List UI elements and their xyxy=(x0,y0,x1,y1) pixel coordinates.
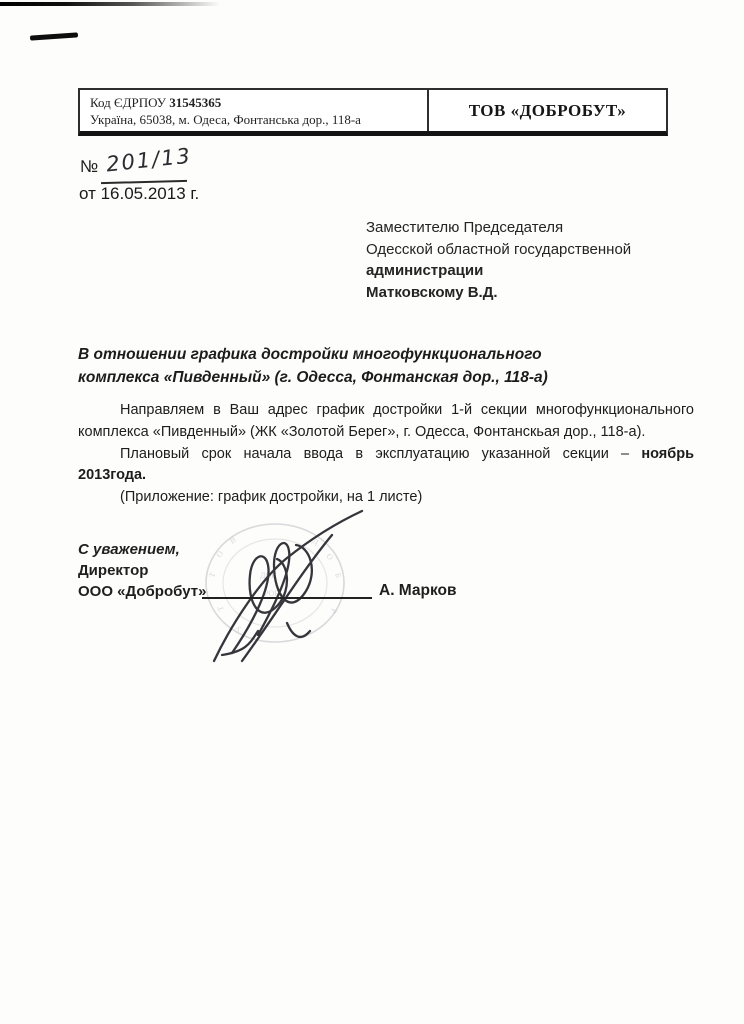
scan-artifact-dash-mark xyxy=(30,32,78,40)
signature-company: ООО «Добробут» xyxy=(78,583,207,600)
svg-text:О: О xyxy=(214,549,226,560)
signature-name: А. Марков xyxy=(379,582,457,599)
addressee-name: Матковскому В.Д. xyxy=(366,283,498,301)
addressee-line: администрации xyxy=(366,262,484,279)
svg-text:Б: Б xyxy=(333,571,344,579)
code-label: Код ЄДРПОУ xyxy=(90,95,166,110)
svg-text:Т: Т xyxy=(207,571,218,579)
addressee-line: Одесской областной государственной xyxy=(366,240,632,258)
signature-line xyxy=(202,597,372,599)
addressee-line: Заместителю Председателя xyxy=(366,219,564,236)
body-attachment-note: (Приложение: график достройки, на 1 листе) xyxy=(120,489,423,506)
subject-line: комплекса «Пивденный» (г. Одесса, Фонтанская дор., 118-а) xyxy=(78,369,548,386)
svg-text:Р: Р xyxy=(328,607,339,615)
signature-closing: С уважением, xyxy=(78,541,180,558)
body-emphasis: ноябрь xyxy=(641,445,694,462)
scan-artifact-top-line xyxy=(0,2,220,6)
letterhead-requisites xyxy=(80,90,427,131)
letterhead-address-line: Україна, 65038, м. Одеса, Фонтанська дор., 118-а xyxy=(90,112,361,127)
body-line xyxy=(78,444,694,466)
reference-date: от 16.05.2013 г. xyxy=(79,184,200,203)
letterhead-code-line xyxy=(90,94,419,111)
body-line: комплекса «Пивденный» (ЖК «Золотой Берег», г. Одесса, Фонтанскьая дор., 118-а). xyxy=(78,423,646,440)
body-emphasis-line: 2013года. xyxy=(78,467,147,484)
reference-number-sign: № xyxy=(80,157,99,176)
letterhead-company-name: ТОВ «ДОБРОБУТ» xyxy=(427,90,666,131)
handwritten-reference-number: 201/13 xyxy=(104,143,193,177)
subject-block xyxy=(78,343,548,389)
code-value: 31545365 xyxy=(169,95,222,110)
letterhead-table xyxy=(78,88,668,136)
svg-text:ДОБ: ДОБ xyxy=(260,571,276,580)
svg-text:РОБ: РОБ xyxy=(264,589,279,598)
svg-text:Т: Т xyxy=(215,604,226,613)
signature-title: Директор xyxy=(78,562,149,579)
svg-text:У: У xyxy=(233,623,244,634)
handwritten-signature xyxy=(192,503,392,668)
svg-text:В: В xyxy=(228,535,238,546)
svg-text:Д: Д xyxy=(310,536,321,547)
body-text-segment: Плановый срок начала ввода в эксплуатацию указанной секции – xyxy=(120,445,630,462)
letter-body xyxy=(78,400,694,509)
body-line: Направляем в Ваш адрес график достройки 1-й секции многофункционального xyxy=(120,402,694,418)
svg-text:О: О xyxy=(324,551,336,562)
addressee-block xyxy=(366,217,631,303)
subject-line: В отношении графика достройки многофункционального xyxy=(78,346,542,363)
